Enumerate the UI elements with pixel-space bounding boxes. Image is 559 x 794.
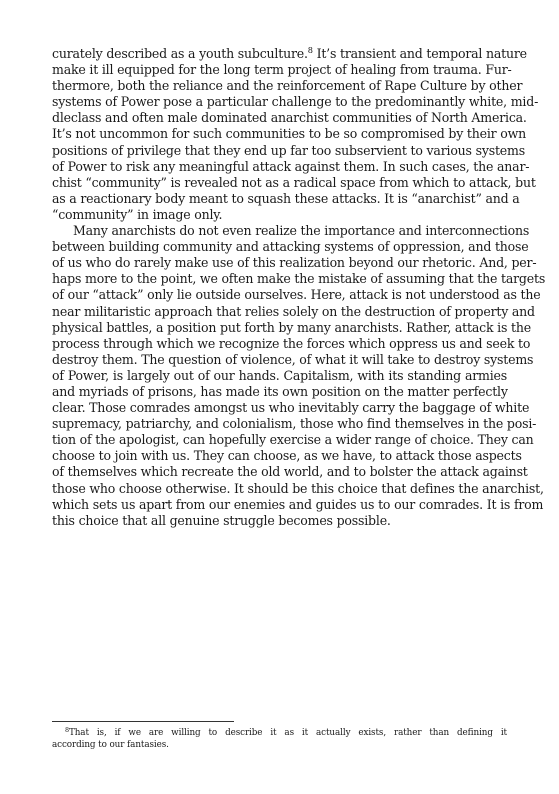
text-line: dleclass and often male dominated anarchist communities of North America.: [52, 110, 527, 126]
footnote: [52, 727, 507, 752]
text-line: [52, 45, 527, 62]
text-line: of our “attack” only lie outside ourselves. Here, attack is not understood as the: [52, 287, 541, 303]
text-line: make it ill equipped for the long term project of healing from trauma. Fur-: [52, 62, 512, 78]
text-line: of Power to risk any meaningful attack against them. In such cases, the anar-: [52, 158, 530, 174]
text-line: It’s not uncommon for such communities to be so compromised by their own: [52, 126, 526, 142]
text-line: and myriads of prisons, has made its own position on the matter perfectly: [52, 383, 508, 399]
footnote-line: [52, 727, 507, 739]
body-text: [52, 45, 546, 529]
text-line: process through which we recognize the forces which oppress us and seek to: [52, 335, 531, 351]
text-line: clear. Those comrades amongst us who inevitably carry the baggage of white: [52, 400, 530, 416]
paragraph-1: [52, 45, 539, 223]
text-line: haps more to the point, we often make the mistake of assuming that the targets: [52, 271, 546, 287]
text-line: tion of the apologist, can hopefully exercise a wider range of choice. They can: [52, 432, 534, 448]
text-line: supremacy, patriarchy, and colonialism, those who find themselves in the posi-: [52, 416, 537, 432]
footnote-text: That is, if we are willing to describe it as it actually exists, rather than defining it: [68, 728, 507, 738]
text-line: those who choose otherwise. It should be this choice that defines the anarchist,: [52, 480, 544, 496]
text-line-segment: It’s transient and temporal nature: [312, 46, 527, 61]
text-line: between building community and attacking systems of oppression, and those: [52, 239, 529, 255]
text-line: of us who do rarely make use of this realization beyond our rhetoric. And, per-: [52, 255, 537, 271]
text-line: systems of Power pose a particular challenge to the predominantly white, mid-: [52, 94, 539, 110]
text-line: this choice that all genuine struggle becomes possible.: [52, 512, 391, 528]
text-line: chist “community” is revealed not as a radical space from which to attack, but: [52, 174, 536, 190]
footnote-reference: 8: [307, 45, 313, 55]
text-line: as a reactionary body meant to squash these attacks. It is “anarchist” and a: [52, 190, 520, 206]
paragraph-2: [52, 223, 546, 529]
text-line: physical battles, a position put forth by many anarchists. Rather, attack is the: [52, 319, 531, 335]
text-line: “community” in image only.: [52, 206, 223, 222]
footnote-divider: [52, 721, 234, 722]
text-line: of Power, is largely out of our hands. Capitalism, with its standing armies: [52, 367, 507, 383]
text-line: Many anarchists do not even realize the importance and interconnections: [73, 223, 530, 239]
text-line-segment: curately described as a youth subculture.: [52, 46, 308, 61]
text-line: destroy them. The question of violence, of what it will take to destroy systems: [52, 351, 534, 367]
text-line: choose to join with us. They can choose, as we have, to attack those aspects: [52, 448, 522, 464]
text-line: of themselves which recreate the old world, and to bolster the attack against: [52, 464, 528, 480]
text-line: which sets us apart from our enemies and guides us to our comrades. It is from: [52, 496, 544, 512]
footnote-marker: 8: [65, 726, 69, 734]
text-line: near militaristic approach that relies solely on the destruction of property and: [52, 303, 535, 319]
text-line: positions of privilege that they end up far too subservient to various systems: [52, 142, 525, 158]
footnote-line: according to our fantasies.: [52, 740, 169, 751]
text-line: thermore, both the reliance and the reinforcement of Rape Culture by other: [52, 78, 523, 94]
